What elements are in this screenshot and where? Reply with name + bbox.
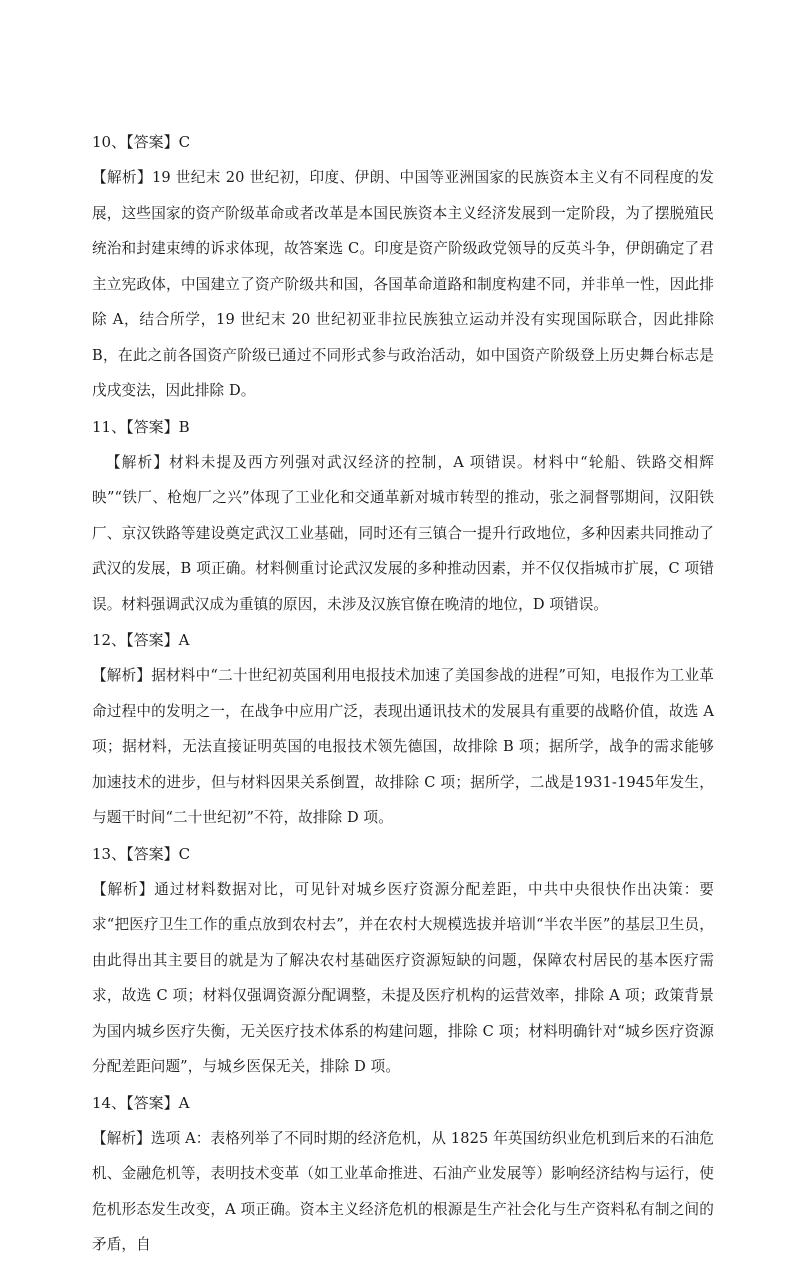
answer-line	[92, 1085, 714, 1121]
answer-key: A	[178, 1093, 190, 1112]
answer-key: B	[178, 417, 190, 436]
analysis-text: 通过材料数据对比，可见针对城乡医疗资源分配差距，中共中央很快作出决策：要求“把医疗卫生工作的重点放到农村去”，并在农村大规模选拔并培训“半农半医”的基层卫生员，由此得出其主要目的就是为了解决农村基础医疗资源短缺的问题，保障农村居民的基本医疗需求，故选 C 项；材料仅强调资源分配调整，未提及医疗机构的运营效率，排除 A 项；政策背景为国内城乡医疗失衡，无关医疗技术体系的构建问题，排除 C 项；材料明确针对“城乡医疗资源分配差距问题”，与城乡医保无关，排除 D 项。	[92, 880, 714, 1075]
answer-line	[92, 836, 714, 872]
question-14	[92, 1085, 714, 1263]
answer-label: 【答案】	[126, 844, 179, 863]
answer-line	[92, 124, 714, 160]
analysis-text: 材料未提及西方列强对武汉经济的控制，A 项错误。材料中“轮船、铁路交相辉映”“铁厂、枪炮厂之兴”体现了工业化和交通革新对城市转型的推动，张之洞督鄂期间，汉阳铁厂、京汉铁路等建设奠定武汉工业基础，同时还有三镇合一提升行政地位，多种因素共同推动了武汉的发展，B 项正确。材料侧重讨论武汉发展的多种推动因素，并不仅仅指城市扩展，C 项错误。材料强调武汉成为重镇的原因，未涉及汉族官僚在晚清的地位，D 项错误。	[92, 453, 714, 613]
analysis-paragraph	[92, 160, 714, 409]
question-13	[92, 836, 714, 1085]
answer-key: A	[178, 631, 190, 649]
analysis-paragraph	[92, 658, 714, 836]
answer-label: 【答案】	[126, 133, 179, 151]
analysis-tag: 【解析】	[92, 169, 152, 186]
analysis-paragraph	[92, 445, 714, 623]
question-number: 10、	[92, 133, 127, 151]
question-12	[92, 622, 714, 836]
answer-line	[92, 622, 714, 658]
answer-key: C	[178, 844, 191, 863]
analysis-paragraph	[92, 1121, 714, 1263]
answer-label: 【答案】	[126, 417, 179, 436]
answer-line	[92, 409, 714, 445]
analysis-tag: 【解析】	[106, 453, 170, 471]
analysis-tag: 【解析】	[92, 1129, 151, 1147]
analysis-tag: 【解析】	[92, 880, 155, 898]
analysis-text: 19 世纪末 20 世纪初，印度、伊朗、中国等亚洲国家的民族资本主义有不同程度的发展，这些国家的资产阶级革命或者改革是本国民族资本主义经济发展到一定阶段，为了摆脱殖民统治和封建束缚的诉求体现，故答案选 C。印度是资产阶级政党领导的反英斗争，伊朗确定了君主立宪政体，中国建立了资产阶级共和国，各国革命道路和制度构建不同，并非单一性，因此排除 A，结合所学，19 世纪末 20 世纪初亚非拉民族独立运动并没有实现国际联合，因此排除 B，在此之前各国资产阶级已通过不同形式参与政治活动，如中国资产阶级登上历史舞台标志是戊戌变法，因此排除 D。	[92, 169, 714, 399]
answer-key: C	[178, 133, 191, 151]
analysis-text: 选项 A：表格列举了不同时期的经济危机，从 1825 年英国纺织业危机到后来的石油危机、金融危机等，表明技术变革（如工业革命推进、石油产业发展等）影响经济结构与运行，使危机形态发生改变，A 项正确。资本主义经济危机的根源是生产社会化与生产资料私有制之间的矛盾，自	[92, 1129, 714, 1253]
document-page	[92, 124, 714, 1263]
question-number: 14、	[92, 1093, 127, 1112]
question-11	[92, 409, 714, 623]
analysis-text: 据材料中“二十世纪初英国利用电报技术加速了美国参战的进程”可知，电报作为工业革命过程中的发明之一，在战争中应用广泛，表现出通讯技术的发展具有重要的战略价值，故选 A 项；据材料，无法直接证明英国的电报技术领先德国，故排除 B 项；据所学，战争的需求能够加速技术的进步，但与材料因果关系倒置，故排除 C 项；据所学，二战是1931-1945年发生，与题干时间“二十世纪初”不符，故排除 D 项。	[92, 667, 714, 826]
analysis-paragraph	[92, 872, 714, 1085]
question-number: 11、	[92, 417, 127, 436]
analysis-tag: 【解析】	[92, 667, 152, 684]
answer-label: 【答案】	[126, 1093, 179, 1112]
question-number: 13、	[92, 844, 127, 863]
question-10	[92, 124, 714, 409]
question-number: 12、	[92, 631, 127, 649]
answer-label: 【答案】	[126, 631, 179, 649]
